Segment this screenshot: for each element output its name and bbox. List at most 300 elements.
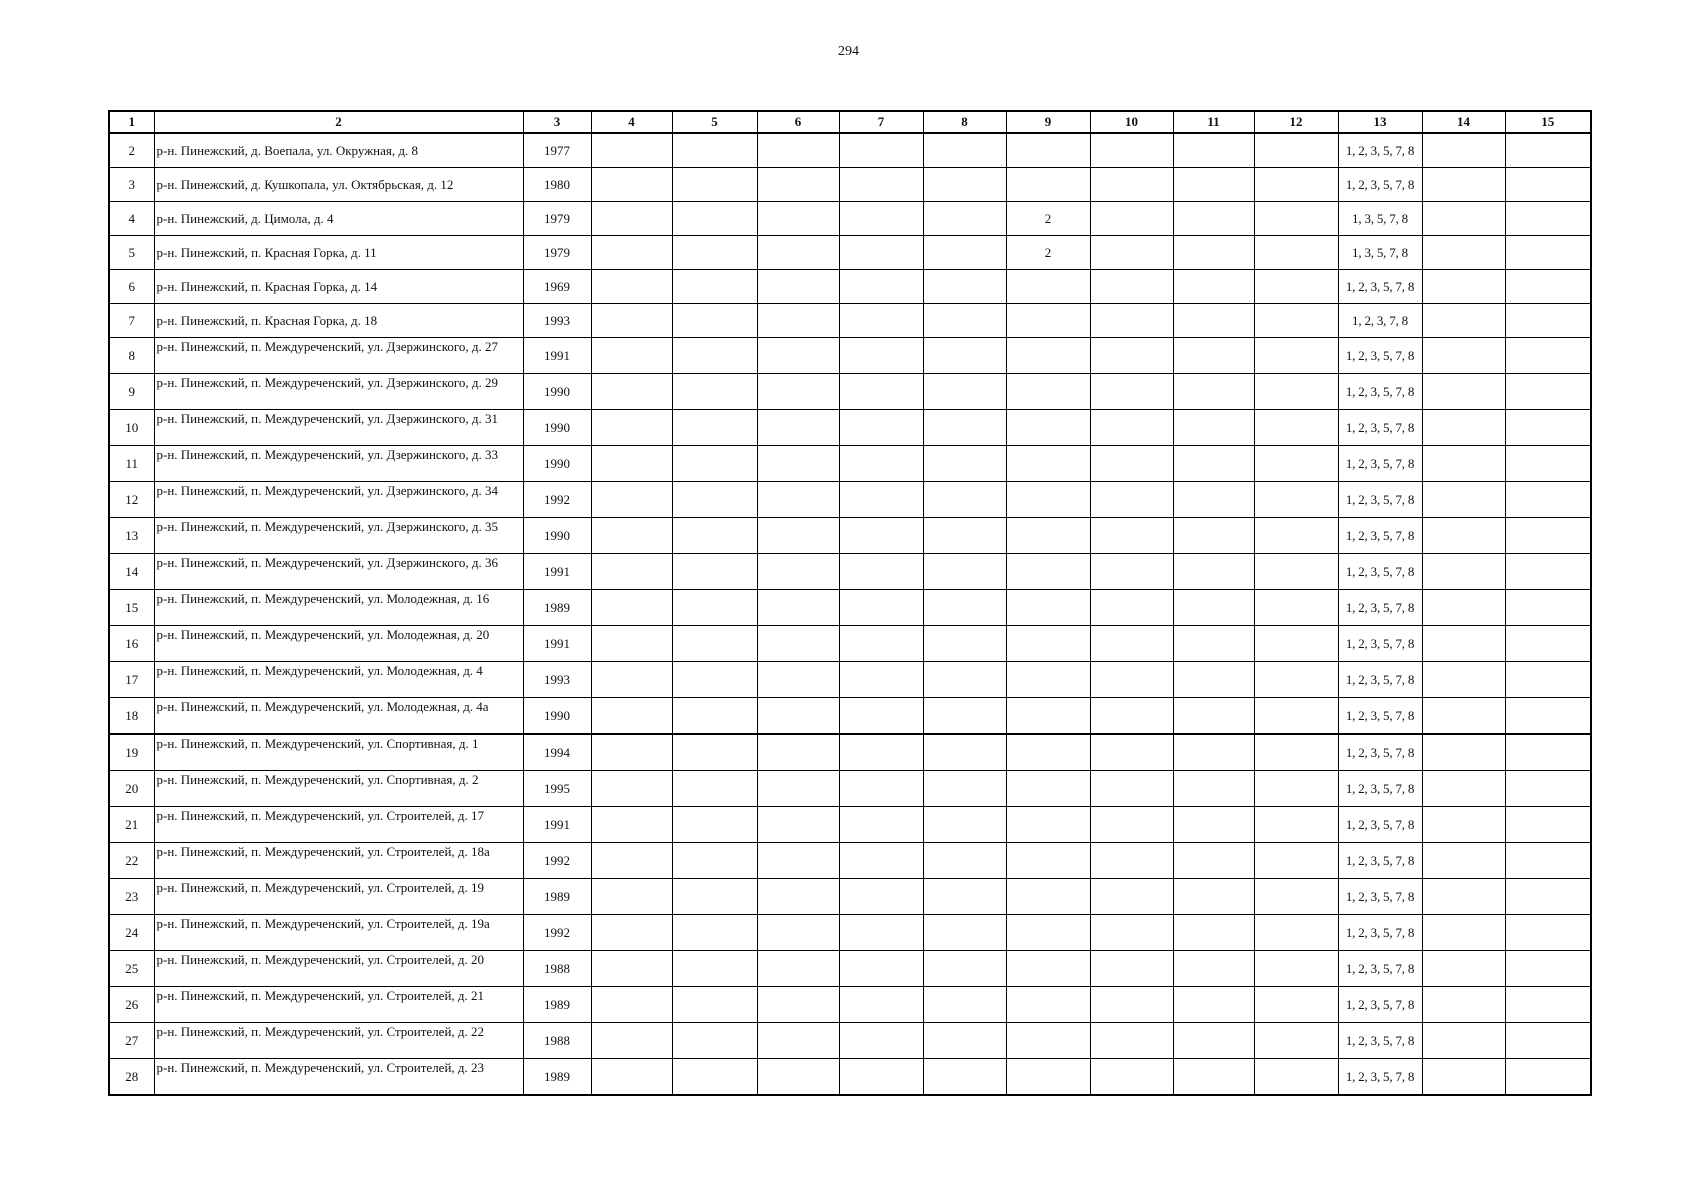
col13-cell: 1, 2, 3, 5, 7, 8 xyxy=(1338,338,1422,374)
row-number-cell: 20 xyxy=(109,771,154,807)
year-cell: 1994 xyxy=(523,734,591,771)
empty-cell xyxy=(1173,410,1254,446)
empty-cell xyxy=(1422,1059,1505,1096)
empty-cell xyxy=(1505,236,1591,270)
empty-cell xyxy=(1505,338,1591,374)
column-header-4: 4 xyxy=(591,111,672,133)
empty-cell xyxy=(1422,374,1505,410)
empty-cell xyxy=(757,843,839,879)
address-cell: р-н. Пинежский, п. Междуреченский, ул. Строителей, д. 17 xyxy=(154,807,523,843)
address-cell: р-н. Пинежский, п. Междуреченский, ул. Дзержинского, д. 33 xyxy=(154,446,523,482)
empty-cell xyxy=(1422,734,1505,771)
table-row xyxy=(109,518,1591,554)
col9-cell xyxy=(1006,518,1090,554)
page-number: 294 xyxy=(838,44,859,59)
column-header-11: 11 xyxy=(1173,111,1254,133)
empty-cell xyxy=(1173,987,1254,1023)
column-header-15: 15 xyxy=(1505,111,1591,133)
empty-cell xyxy=(672,879,757,915)
empty-cell xyxy=(1090,662,1173,698)
col13-cell: 1, 2, 3, 5, 7, 8 xyxy=(1338,951,1422,987)
empty-cell xyxy=(839,843,923,879)
address-cell: р-н. Пинежский, п. Красная Горка, д. 14 xyxy=(154,270,523,304)
empty-cell xyxy=(1254,374,1338,410)
year-cell: 1977 xyxy=(523,133,591,168)
table-row xyxy=(109,951,1591,987)
empty-cell xyxy=(923,133,1006,168)
empty-cell xyxy=(1254,771,1338,807)
empty-cell xyxy=(923,554,1006,590)
address-cell: р-н. Пинежский, п. Междуреченский, ул. Спортивная, д. 1 xyxy=(154,734,523,771)
row-number-cell: 17 xyxy=(109,662,154,698)
row-number-cell: 6 xyxy=(109,270,154,304)
address-cell: р-н. Пинежский, п. Междуреченский, ул. Дзержинского, д. 35 xyxy=(154,518,523,554)
row-number-cell: 13 xyxy=(109,518,154,554)
empty-cell xyxy=(672,1059,757,1096)
empty-cell xyxy=(591,734,672,771)
year-cell: 1979 xyxy=(523,236,591,270)
year-cell: 1993 xyxy=(523,304,591,338)
empty-cell xyxy=(1422,662,1505,698)
table-row xyxy=(109,236,1591,270)
empty-cell xyxy=(923,1023,1006,1059)
empty-cell xyxy=(839,270,923,304)
empty-cell xyxy=(1505,807,1591,843)
empty-cell xyxy=(672,843,757,879)
address-cell: р-н. Пинежский, п. Междуреченский, ул. Строителей, д. 23 xyxy=(154,1059,523,1096)
row-number-cell: 3 xyxy=(109,168,154,202)
empty-cell xyxy=(1173,626,1254,662)
empty-cell xyxy=(1422,771,1505,807)
col13-cell: 1, 2, 3, 7, 8 xyxy=(1338,304,1422,338)
empty-cell xyxy=(591,590,672,626)
empty-cell xyxy=(1254,662,1338,698)
empty-cell xyxy=(839,374,923,410)
year-cell: 1992 xyxy=(523,482,591,518)
empty-cell xyxy=(839,662,923,698)
empty-cell xyxy=(591,1059,672,1096)
empty-cell xyxy=(1090,807,1173,843)
empty-cell xyxy=(1505,843,1591,879)
year-cell: 1988 xyxy=(523,1023,591,1059)
table-row xyxy=(109,1059,1591,1096)
year-cell: 1995 xyxy=(523,771,591,807)
year-cell: 1992 xyxy=(523,843,591,879)
empty-cell xyxy=(1422,202,1505,236)
year-cell: 1991 xyxy=(523,554,591,590)
empty-cell xyxy=(672,807,757,843)
col13-cell: 1, 2, 3, 5, 7, 8 xyxy=(1338,807,1422,843)
empty-cell xyxy=(923,987,1006,1023)
empty-cell xyxy=(672,446,757,482)
empty-cell xyxy=(1505,590,1591,626)
empty-cell xyxy=(757,236,839,270)
address-cell: р-н. Пинежский, п. Междуреченский, ул. Молодежная, д. 20 xyxy=(154,626,523,662)
empty-cell xyxy=(1254,304,1338,338)
col9-cell: 2 xyxy=(1006,202,1090,236)
empty-cell xyxy=(1090,698,1173,735)
empty-cell xyxy=(1505,554,1591,590)
col9-cell xyxy=(1006,446,1090,482)
column-header-1: 1 xyxy=(109,111,154,133)
col13-cell: 1, 2, 3, 5, 7, 8 xyxy=(1338,1023,1422,1059)
empty-cell xyxy=(923,662,1006,698)
empty-cell xyxy=(923,446,1006,482)
empty-cell xyxy=(1254,236,1338,270)
empty-cell xyxy=(1422,446,1505,482)
empty-cell xyxy=(923,482,1006,518)
empty-cell xyxy=(1505,662,1591,698)
empty-cell xyxy=(1090,626,1173,662)
address-cell: р-н. Пинежский, п. Междуреченский, ул. Молодежная, д. 16 xyxy=(154,590,523,626)
empty-cell xyxy=(757,133,839,168)
row-number-cell: 7 xyxy=(109,304,154,338)
empty-cell xyxy=(1505,915,1591,951)
empty-cell xyxy=(1173,482,1254,518)
col13-cell: 1, 2, 3, 5, 7, 8 xyxy=(1338,410,1422,446)
empty-cell xyxy=(923,410,1006,446)
empty-cell xyxy=(1173,843,1254,879)
column-header-3: 3 xyxy=(523,111,591,133)
empty-cell xyxy=(1422,236,1505,270)
empty-cell xyxy=(672,1023,757,1059)
empty-cell xyxy=(1173,446,1254,482)
empty-cell xyxy=(1422,915,1505,951)
empty-cell xyxy=(1254,843,1338,879)
empty-cell xyxy=(1090,374,1173,410)
row-number-cell: 15 xyxy=(109,590,154,626)
empty-cell xyxy=(1090,482,1173,518)
row-number-cell: 12 xyxy=(109,482,154,518)
empty-cell xyxy=(923,518,1006,554)
empty-cell xyxy=(1173,915,1254,951)
table-row xyxy=(109,987,1591,1023)
empty-cell xyxy=(923,374,1006,410)
empty-cell xyxy=(757,338,839,374)
col13-cell: 1, 2, 3, 5, 7, 8 xyxy=(1338,987,1422,1023)
empty-cell xyxy=(1173,1023,1254,1059)
empty-cell xyxy=(1254,202,1338,236)
row-number-cell: 19 xyxy=(109,734,154,771)
empty-cell xyxy=(839,626,923,662)
empty-cell xyxy=(923,168,1006,202)
empty-cell xyxy=(1090,1059,1173,1096)
col13-cell: 1, 3, 5, 7, 8 xyxy=(1338,202,1422,236)
empty-cell xyxy=(923,304,1006,338)
column-header-5: 5 xyxy=(672,111,757,133)
empty-cell xyxy=(1090,951,1173,987)
column-header-14: 14 xyxy=(1422,111,1505,133)
col9-cell xyxy=(1006,304,1090,338)
empty-cell xyxy=(757,590,839,626)
empty-cell xyxy=(757,168,839,202)
empty-cell xyxy=(1090,915,1173,951)
year-cell: 1990 xyxy=(523,374,591,410)
empty-cell xyxy=(1090,446,1173,482)
empty-cell xyxy=(757,202,839,236)
empty-cell xyxy=(1173,236,1254,270)
empty-cell xyxy=(1173,807,1254,843)
empty-cell xyxy=(839,518,923,554)
empty-cell xyxy=(923,879,1006,915)
empty-cell xyxy=(591,518,672,554)
empty-cell xyxy=(1254,807,1338,843)
empty-cell xyxy=(923,626,1006,662)
empty-cell xyxy=(1090,987,1173,1023)
empty-cell xyxy=(923,590,1006,626)
empty-cell xyxy=(1090,304,1173,338)
empty-cell xyxy=(1254,915,1338,951)
empty-cell xyxy=(591,698,672,735)
empty-cell xyxy=(1090,734,1173,771)
housing-table xyxy=(108,110,1592,1096)
row-number-cell: 26 xyxy=(109,987,154,1023)
empty-cell xyxy=(1254,734,1338,771)
empty-cell xyxy=(1254,446,1338,482)
empty-cell xyxy=(1173,554,1254,590)
empty-cell xyxy=(1422,590,1505,626)
col13-cell: 1, 3, 5, 7, 8 xyxy=(1338,236,1422,270)
empty-cell xyxy=(757,304,839,338)
row-number-cell: 16 xyxy=(109,626,154,662)
empty-cell xyxy=(1254,168,1338,202)
empty-cell xyxy=(1090,590,1173,626)
empty-cell xyxy=(1090,168,1173,202)
empty-cell xyxy=(591,987,672,1023)
col9-cell xyxy=(1006,590,1090,626)
empty-cell xyxy=(1254,1023,1338,1059)
empty-cell xyxy=(839,1059,923,1096)
col13-cell: 1, 2, 3, 5, 7, 8 xyxy=(1338,590,1422,626)
row-number-cell: 5 xyxy=(109,236,154,270)
year-cell: 1989 xyxy=(523,590,591,626)
table-row xyxy=(109,374,1591,410)
empty-cell xyxy=(1422,626,1505,662)
empty-cell xyxy=(1505,304,1591,338)
empty-cell xyxy=(672,518,757,554)
col13-cell: 1, 2, 3, 5, 7, 8 xyxy=(1338,518,1422,554)
col9-cell xyxy=(1006,987,1090,1023)
address-cell: р-н. Пинежский, п. Междуреченский, ул. Молодежная, д. 4 xyxy=(154,662,523,698)
empty-cell xyxy=(1422,482,1505,518)
empty-cell xyxy=(591,1023,672,1059)
row-number-cell: 27 xyxy=(109,1023,154,1059)
col13-cell: 1, 2, 3, 5, 7, 8 xyxy=(1338,374,1422,410)
table-row xyxy=(109,270,1591,304)
col13-cell: 1, 2, 3, 5, 7, 8 xyxy=(1338,133,1422,168)
empty-cell xyxy=(923,951,1006,987)
col9-cell xyxy=(1006,807,1090,843)
empty-cell xyxy=(757,446,839,482)
col13-cell: 1, 2, 3, 5, 7, 8 xyxy=(1338,771,1422,807)
empty-cell xyxy=(923,915,1006,951)
address-cell: р-н. Пинежский, п. Междуреченский, ул. Строителей, д. 21 xyxy=(154,987,523,1023)
empty-cell xyxy=(839,133,923,168)
empty-cell xyxy=(839,554,923,590)
empty-cell xyxy=(839,951,923,987)
empty-cell xyxy=(1254,698,1338,735)
column-header-12: 12 xyxy=(1254,111,1338,133)
address-cell: р-н. Пинежский, п. Междуреченский, ул. Молодежная, д. 4а xyxy=(154,698,523,735)
col13-cell: 1, 2, 3, 5, 7, 8 xyxy=(1338,270,1422,304)
table-row xyxy=(109,304,1591,338)
empty-cell xyxy=(1254,410,1338,446)
empty-cell xyxy=(1173,338,1254,374)
table-row xyxy=(109,446,1591,482)
empty-cell xyxy=(839,236,923,270)
empty-cell xyxy=(672,662,757,698)
empty-cell xyxy=(1505,951,1591,987)
empty-cell xyxy=(923,202,1006,236)
empty-cell xyxy=(1254,554,1338,590)
col13-cell: 1, 2, 3, 5, 7, 8 xyxy=(1338,446,1422,482)
column-header-6: 6 xyxy=(757,111,839,133)
col13-cell: 1, 2, 3, 5, 7, 8 xyxy=(1338,843,1422,879)
empty-cell xyxy=(839,987,923,1023)
empty-cell xyxy=(923,734,1006,771)
empty-cell xyxy=(1090,771,1173,807)
address-cell: р-н. Пинежский, п. Междуреченский, ул. Спортивная, д. 2 xyxy=(154,771,523,807)
empty-cell xyxy=(1505,879,1591,915)
empty-cell xyxy=(672,338,757,374)
empty-cell xyxy=(1173,518,1254,554)
column-header-10: 10 xyxy=(1090,111,1173,133)
empty-cell xyxy=(1173,374,1254,410)
table-row xyxy=(109,410,1591,446)
year-cell: 1991 xyxy=(523,807,591,843)
empty-cell xyxy=(839,771,923,807)
year-cell: 1990 xyxy=(523,698,591,735)
empty-cell xyxy=(1173,304,1254,338)
empty-cell xyxy=(1422,270,1505,304)
address-cell: р-н. Пинежский, п. Междуреченский, ул. Дзержинского, д. 27 xyxy=(154,338,523,374)
empty-cell xyxy=(1505,1023,1591,1059)
empty-cell xyxy=(1505,734,1591,771)
col9-cell xyxy=(1006,270,1090,304)
col9-cell xyxy=(1006,482,1090,518)
empty-cell xyxy=(1173,698,1254,735)
empty-cell xyxy=(1254,879,1338,915)
empty-cell xyxy=(1422,338,1505,374)
empty-cell xyxy=(672,202,757,236)
empty-cell xyxy=(672,987,757,1023)
address-cell: р-н. Пинежский, п. Красная Горка, д. 11 xyxy=(154,236,523,270)
empty-cell xyxy=(757,915,839,951)
empty-cell xyxy=(1173,771,1254,807)
table-row xyxy=(109,807,1591,843)
empty-cell xyxy=(1254,951,1338,987)
empty-cell xyxy=(591,446,672,482)
table-row xyxy=(109,168,1591,202)
empty-cell xyxy=(839,698,923,735)
empty-cell xyxy=(1090,236,1173,270)
row-number-cell: 14 xyxy=(109,554,154,590)
col9-cell xyxy=(1006,843,1090,879)
column-header-2: 2 xyxy=(154,111,523,133)
empty-cell xyxy=(839,338,923,374)
address-cell: р-н. Пинежский, п. Междуреченский, ул. Строителей, д. 19а xyxy=(154,915,523,951)
empty-cell xyxy=(591,133,672,168)
empty-cell xyxy=(1505,133,1591,168)
address-cell: р-н. Пинежский, п. Междуреченский, ул. Строителей, д. 18а xyxy=(154,843,523,879)
empty-cell xyxy=(923,338,1006,374)
col9-cell xyxy=(1006,1059,1090,1096)
table-row xyxy=(109,879,1591,915)
col13-cell: 1, 2, 3, 5, 7, 8 xyxy=(1338,554,1422,590)
empty-cell xyxy=(1254,590,1338,626)
empty-cell xyxy=(839,410,923,446)
empty-cell xyxy=(757,951,839,987)
empty-cell xyxy=(1254,133,1338,168)
empty-cell xyxy=(1422,951,1505,987)
address-cell: р-н. Пинежский, п. Междуреченский, ул. Дзержинского, д. 36 xyxy=(154,554,523,590)
empty-cell xyxy=(1090,879,1173,915)
empty-cell xyxy=(1173,734,1254,771)
empty-cell xyxy=(1505,626,1591,662)
empty-cell xyxy=(1505,270,1591,304)
empty-cell xyxy=(1422,807,1505,843)
row-number-cell: 25 xyxy=(109,951,154,987)
column-header-9: 9 xyxy=(1006,111,1090,133)
empty-cell xyxy=(757,518,839,554)
empty-cell xyxy=(1422,133,1505,168)
empty-cell xyxy=(1422,554,1505,590)
table-row xyxy=(109,626,1591,662)
row-number-cell: 10 xyxy=(109,410,154,446)
empty-cell xyxy=(1422,879,1505,915)
empty-cell xyxy=(757,374,839,410)
table-row xyxy=(109,771,1591,807)
empty-cell xyxy=(591,236,672,270)
year-cell: 1990 xyxy=(523,446,591,482)
empty-cell xyxy=(923,270,1006,304)
empty-cell xyxy=(1173,590,1254,626)
empty-cell xyxy=(1505,202,1591,236)
empty-cell xyxy=(591,915,672,951)
empty-cell xyxy=(757,1023,839,1059)
year-cell: 1992 xyxy=(523,915,591,951)
empty-cell xyxy=(672,771,757,807)
col9-cell xyxy=(1006,951,1090,987)
col9-cell xyxy=(1006,338,1090,374)
empty-cell xyxy=(1505,987,1591,1023)
empty-cell xyxy=(672,554,757,590)
col9-cell xyxy=(1006,168,1090,202)
empty-cell xyxy=(757,270,839,304)
empty-cell xyxy=(591,626,672,662)
row-number-cell: 24 xyxy=(109,915,154,951)
empty-cell xyxy=(1422,843,1505,879)
empty-cell xyxy=(1505,771,1591,807)
empty-cell xyxy=(1422,518,1505,554)
address-cell: р-н. Пинежский, п. Междуреченский, ул. Дзержинского, д. 29 xyxy=(154,374,523,410)
col9-cell xyxy=(1006,915,1090,951)
col9-cell xyxy=(1006,879,1090,915)
table-row xyxy=(109,698,1591,735)
col13-cell: 1, 2, 3, 5, 7, 8 xyxy=(1338,734,1422,771)
row-number-cell: 11 xyxy=(109,446,154,482)
col9-cell xyxy=(1006,374,1090,410)
empty-cell xyxy=(839,879,923,915)
year-cell: 1991 xyxy=(523,338,591,374)
empty-cell xyxy=(591,807,672,843)
column-header-13: 13 xyxy=(1338,111,1422,133)
col9-cell xyxy=(1006,662,1090,698)
empty-cell xyxy=(1090,338,1173,374)
empty-cell xyxy=(1505,698,1591,735)
address-cell: р-н. Пинежский, д. Цимола, д. 4 xyxy=(154,202,523,236)
empty-cell xyxy=(1173,951,1254,987)
